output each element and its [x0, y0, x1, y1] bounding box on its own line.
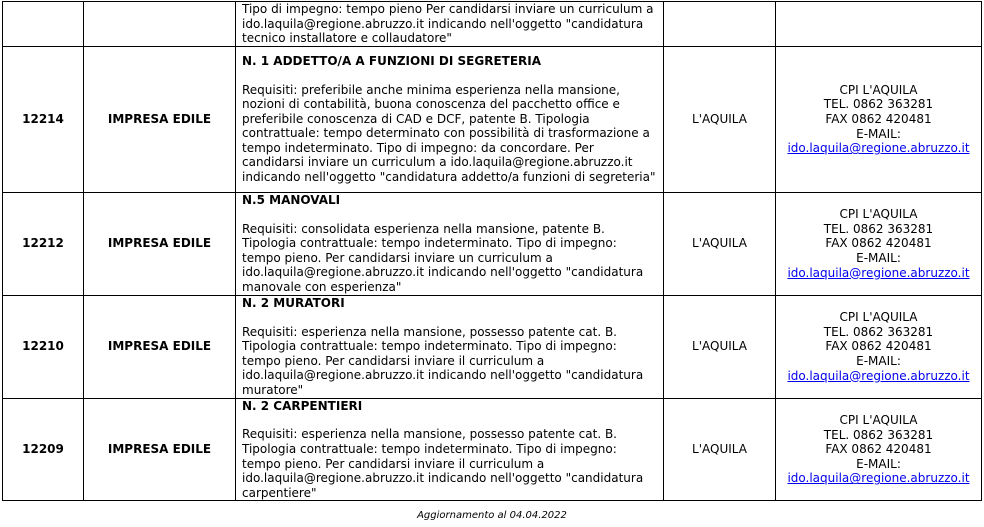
description-line: Requisiti: esperienza nella mansione, possesso patente cat. B. — [242, 427, 617, 442]
offer-id: 12209 — [3, 398, 84, 501]
company-name: IMPRESA EDILE — [84, 192, 236, 295]
company-name: IMPRESA EDILE — [84, 398, 236, 501]
city: L'AQUILA — [664, 295, 776, 398]
contact-email-label: E-MAIL: — [856, 126, 901, 141]
description-line: tempo pieno. Per candidarsi inviare il curriculum a — [242, 456, 545, 471]
job-title: N. 2 MURATORI — [242, 296, 345, 310]
city: L'AQUILA — [664, 46, 776, 192]
description-line: ido.laquila@regione.abruzzo.it indicando nell'oggetto "candidatura — [242, 368, 644, 383]
city-cell-empty — [664, 2, 776, 47]
contact-office: CPI L'AQUILA — [839, 82, 918, 97]
table-row — [3, 398, 982, 501]
contact-office: CPI L'AQUILA — [839, 207, 918, 222]
offer-id: 12210 — [3, 295, 84, 398]
table-row-partial — [3, 2, 982, 47]
update-note: Aggiornamento al 04.04.2022 — [417, 510, 567, 521]
description-cell — [236, 46, 664, 192]
company-name: IMPRESA EDILE — [84, 46, 236, 192]
description-line: Tipologia contrattuale: tempo indeterminato. Tipo di impegno: — [242, 441, 617, 456]
job-title: N.5 MANOVALI — [242, 193, 341, 207]
contact-email-link[interactable]: ido.laquila@regione.abruzzo.it — [787, 141, 970, 156]
id-cell-empty — [3, 2, 84, 47]
description-line: contrattuale: tempo determinato con possibilità di trasformazione a — [242, 126, 650, 141]
description-cell — [236, 2, 664, 47]
contact-tel: TEL. 0862 363281 — [823, 427, 934, 442]
contact-fax: FAX 0862 420481 — [825, 111, 932, 126]
table-row — [3, 192, 982, 295]
description-line: candidarsi inviare un curriculum a ido.laquila@regione.abruzzo.it — [242, 155, 633, 170]
description-line: Requisiti: esperienza nella mansione, possesso patente cat. B. — [242, 324, 617, 339]
job-title: N. 2 CARPENTIERI — [242, 398, 363, 413]
description-line: tempo pieno. Per candidarsi inviare un curriculum a — [242, 250, 553, 265]
description-cell — [236, 398, 664, 501]
job-title: N. 1 ADDETTO/A A FUNZIONI DI SEGRETERIA — [242, 53, 542, 68]
description-line: nozioni di contabilità, buona conoscenza del pacchetto office e — [242, 97, 620, 112]
offer-id: 12214 — [3, 46, 84, 192]
contact-fax: FAX 0862 420481 — [825, 236, 932, 251]
contact-email-label: E-MAIL: — [856, 354, 901, 369]
contact-email-label: E-MAIL: — [856, 251, 901, 266]
contact-cell — [776, 295, 982, 398]
contact-email-link[interactable]: ido.laquila@regione.abruzzo.it — [787, 265, 970, 280]
offer-id: 12212 — [3, 192, 84, 295]
description-line: tempo pieno. Per candidarsi inviare il curriculum a — [242, 353, 545, 368]
description-line: tecnico installatore e collaudatore" — [242, 31, 452, 46]
spacer — [242, 311, 658, 325]
description-line: ido.laquila@regione.abruzzo.it indicando nell'oggetto "candidatura — [242, 471, 644, 486]
contact-cell — [776, 192, 982, 295]
description-cell — [236, 295, 664, 398]
description-line: tempo indeterminato. Tipo di impegno: da concordare. Per — [242, 140, 594, 155]
contact-cell — [776, 46, 982, 192]
description-line: indicando nell'oggetto "candidatura addetto/a funzioni di segreteria" — [242, 170, 656, 185]
description-line: carpentiere" — [242, 485, 317, 500]
job-offers-table — [2, 1, 982, 501]
contact-office: CPI L'AQUILA — [839, 310, 918, 325]
description-line: preferibile conoscenza di CAD e DCF, patente B. Tipologia — [242, 111, 590, 126]
description-line: ido.laquila@regione.abruzzo.it indicando nell'oggetto "candidatura — [242, 265, 644, 280]
spacer — [242, 413, 658, 427]
contact-cell — [776, 398, 982, 501]
table-row — [3, 46, 982, 192]
contact-tel: TEL. 0862 363281 — [823, 221, 934, 236]
description-line: Tipo di impegno: tempo pieno Per candidarsi inviare un curriculum a — [242, 2, 654, 16]
spacer — [242, 69, 658, 83]
description-line: Tipologia contrattuale: tempo indeterminato. Tipo di impegno: — [242, 339, 617, 354]
contact-tel: TEL. 0862 363281 — [823, 324, 934, 339]
description-line: Requisiti: preferibile anche minima esperienza nella mansione, — [242, 82, 620, 97]
contact-email-label: E-MAIL: — [856, 456, 901, 471]
table-row — [3, 295, 982, 398]
spacer — [242, 208, 658, 222]
contact-office: CPI L'AQUILA — [839, 413, 918, 428]
city: L'AQUILA — [664, 398, 776, 501]
contact-cell-empty — [776, 2, 982, 47]
contact-fax: FAX 0862 420481 — [825, 442, 932, 457]
description-line: muratore" — [242, 382, 304, 397]
description-line: manovale con esperienza" — [242, 279, 402, 294]
contact-email-link[interactable]: ido.laquila@regione.abruzzo.it — [787, 368, 970, 383]
company-cell-empty — [84, 2, 236, 47]
description-cell — [236, 192, 664, 295]
contact-email-link[interactable]: ido.laquila@regione.abruzzo.it — [787, 471, 970, 486]
description-line: Tipologia contrattuale: tempo indeterminato. Tipo di impegno: — [242, 236, 617, 251]
description-line: ido.laquila@regione.abruzzo.it indicando nell'oggetto "candidatura — [242, 16, 644, 31]
company-name: IMPRESA EDILE — [84, 295, 236, 398]
contact-fax: FAX 0862 420481 — [825, 339, 932, 354]
contact-tel: TEL. 0862 363281 — [823, 97, 934, 112]
description-line: Requisiti: consolidata esperienza nella mansione, patente B. — [242, 221, 605, 236]
city: L'AQUILA — [664, 192, 776, 295]
